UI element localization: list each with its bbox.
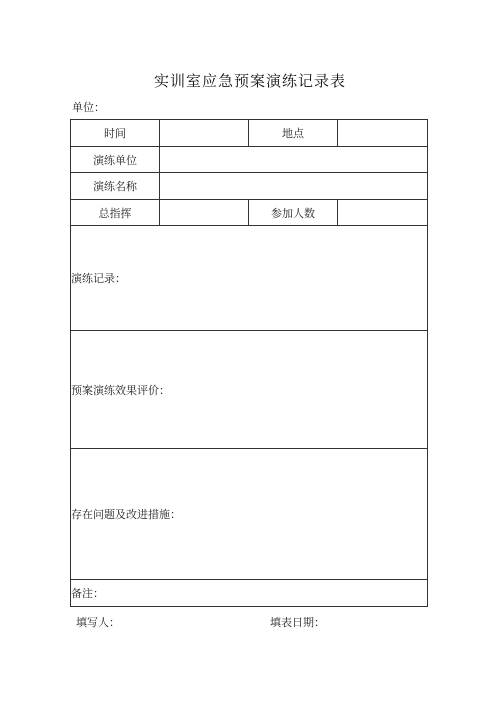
drill-unit-label: 演练单位 <box>71 147 160 173</box>
evaluation-label: 预案演练效果评价： <box>71 383 170 397</box>
table-row-drill-unit <box>71 147 428 173</box>
page-title: 实训室应急预案演练记录表 <box>153 72 346 90</box>
filler-label: 填写人： <box>76 616 120 629</box>
remarks-label: 备注： <box>71 587 104 600</box>
evaluation-section[interactable] <box>71 331 428 449</box>
table-row-remarks <box>71 580 428 607</box>
drill-record-label: 演练记录： <box>71 272 126 285</box>
table-row-issues <box>71 449 428 580</box>
time-label: 时间 <box>71 120 160 147</box>
drill-record-table <box>70 119 428 607</box>
table-row-drill-record <box>71 226 428 331</box>
table-row-drill-name <box>71 173 428 200</box>
fill-date-label: 填表日期： <box>270 616 325 629</box>
drill-name-label: 演练名称 <box>71 173 160 200</box>
commander-label: 总指挥 <box>71 200 160 226</box>
location-label: 地点 <box>249 120 338 147</box>
location-field[interactable] <box>338 120 428 147</box>
participants-label: 参加人数 <box>249 200 338 226</box>
table-row-time-location <box>71 120 428 147</box>
drill-name-field[interactable] <box>160 173 428 200</box>
participants-field[interactable] <box>338 200 428 226</box>
time-field[interactable] <box>160 120 249 147</box>
table-row-commander-participants <box>71 200 428 226</box>
drill-unit-field[interactable] <box>160 147 428 173</box>
issues-label: 存在问题及改进措施： <box>71 508 181 521</box>
unit-label: 单位： <box>72 101 105 114</box>
table-row-evaluation <box>71 331 428 449</box>
commander-field[interactable] <box>160 200 249 226</box>
issues-section[interactable] <box>71 449 428 580</box>
drill-record-section[interactable] <box>71 226 428 331</box>
remarks-section[interactable] <box>71 580 428 607</box>
